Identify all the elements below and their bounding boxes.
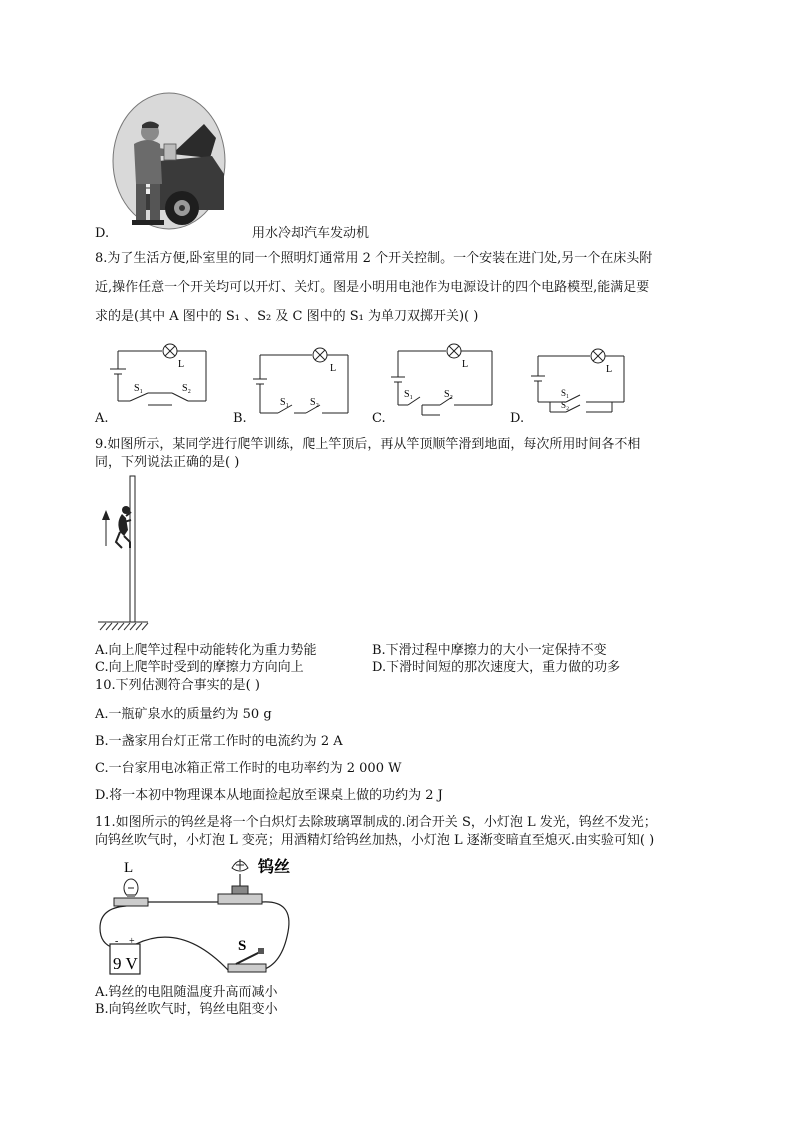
q8-circuit-d (528, 346, 630, 418)
q8-b-s1-label: S₁ (280, 397, 290, 408)
q8-stem-line1: 8.为了生活方便,卧室里的同一个照明灯通常用 2 个开关控制。一个安装在进门处,另一个在床头附 (95, 251, 653, 266)
q9-option-a: A.向上爬竿过程中动能转化为重力势能 (95, 643, 317, 658)
q10-option-d: D.将一本初中物理课本从地面捡起放至课桌上做的功约为 2 J (95, 788, 443, 803)
q11-filament-label: 钨丝 (258, 859, 291, 876)
q9-option-d: D.下滑时间短的那次速度大，重力做的功多 (372, 660, 621, 675)
q11-tungsten-circuit (96, 852, 296, 982)
q8-circuit-c (388, 343, 500, 417)
q8-c-s2-label: S₂ (444, 389, 454, 400)
q8-option-c: C. (372, 411, 386, 426)
q8-option-d: D. (510, 411, 525, 426)
q10-option-c: C.一台家用电冰箱正常工作时的电功率约为 2 000 W (95, 761, 402, 776)
q8-circuit-a (100, 343, 212, 409)
q9-option-c: C.向上爬竿时受到的摩擦力方向向上 (95, 660, 304, 675)
q11-lamp-label: L (124, 860, 134, 876)
q11-battery-minus: - (115, 936, 119, 947)
q10-option-b: B.一盏家用台灯正常工作时的电流约为 2 A (95, 734, 343, 749)
q10-option-a: A.一瓶矿泉水的质量约为 50 g (95, 707, 272, 722)
q8-stem-line3: 求的是(其中 A 图中的 S₁ 、S₂ 及 C 图中的 S₁ 为单刀双掷开关)( ) (95, 309, 479, 324)
q9-option-b: B.下滑过程中摩擦力的大小一定保持不变 (372, 643, 607, 658)
q11-switch-label: S (238, 938, 247, 954)
q8-a-s1-label: S₁ (134, 383, 144, 394)
q8-option-b: B. (233, 411, 247, 426)
q8-d-s1-label: S₁ (561, 388, 570, 398)
q8-stem-line2: 近,操作任意一个开关均可以开灯、关灯。图是小明用电池作为电源设计的四个电路模型,能满足要 (95, 280, 650, 295)
q8-d-s2-label: S₂ (561, 400, 570, 410)
mechanic-car-cooling-image (112, 92, 226, 230)
q8-circuit-b (250, 343, 356, 415)
q11-option-a: A.钨丝的电阻随温度升高而减小 (95, 985, 278, 1000)
q8-option-a: A. (95, 411, 109, 426)
q11-stem-line1: 11.如图所示的钨丝是将一个白炽灯去除玻璃罩制成的.闭合开关 S，小灯泡 L 发光，钨丝不发光； (95, 815, 657, 830)
q8-a-lamp-label: L (178, 359, 185, 370)
q11-battery-plus: + (129, 936, 135, 947)
q8-b-lamp-label: L (330, 363, 337, 374)
q10-stem: 10.下列估测符合事实的是( ) (95, 678, 260, 693)
q7-option-d-text: 用水冷却汽车发动机 (252, 226, 370, 241)
q8-c-lamp-label: L (462, 359, 469, 370)
pole-climbing-figure (96, 474, 150, 634)
q8-a-s2-label: S₂ (182, 383, 192, 394)
q11-option-b: B.向钨丝吹气时，钨丝电阻变小 (95, 1002, 278, 1017)
q7-option-d-letter: D. (95, 226, 110, 241)
q11-stem-line2: 向钨丝吹气时，小灯泡 L 变亮；用酒精灯给钨丝加热，小灯泡 L 逐渐变暗直至熄灭.由实验可知( ) (95, 833, 655, 848)
q11-battery-label: 9 V (113, 954, 138, 973)
q8-c-s1-label: S₁ (404, 389, 414, 400)
q8-d-lamp-label: L (606, 364, 613, 375)
q8-b-s2-label: S₂ (310, 397, 320, 408)
q9-stem-line2: 同，下列说法正确的是( ) (95, 455, 240, 470)
q9-stem-line1: 9.如图所示，某同学进行爬竿训练，爬上竿顶后，再从竿顶顺竿滑到地面，每次所用时间各不相 (95, 437, 641, 452)
